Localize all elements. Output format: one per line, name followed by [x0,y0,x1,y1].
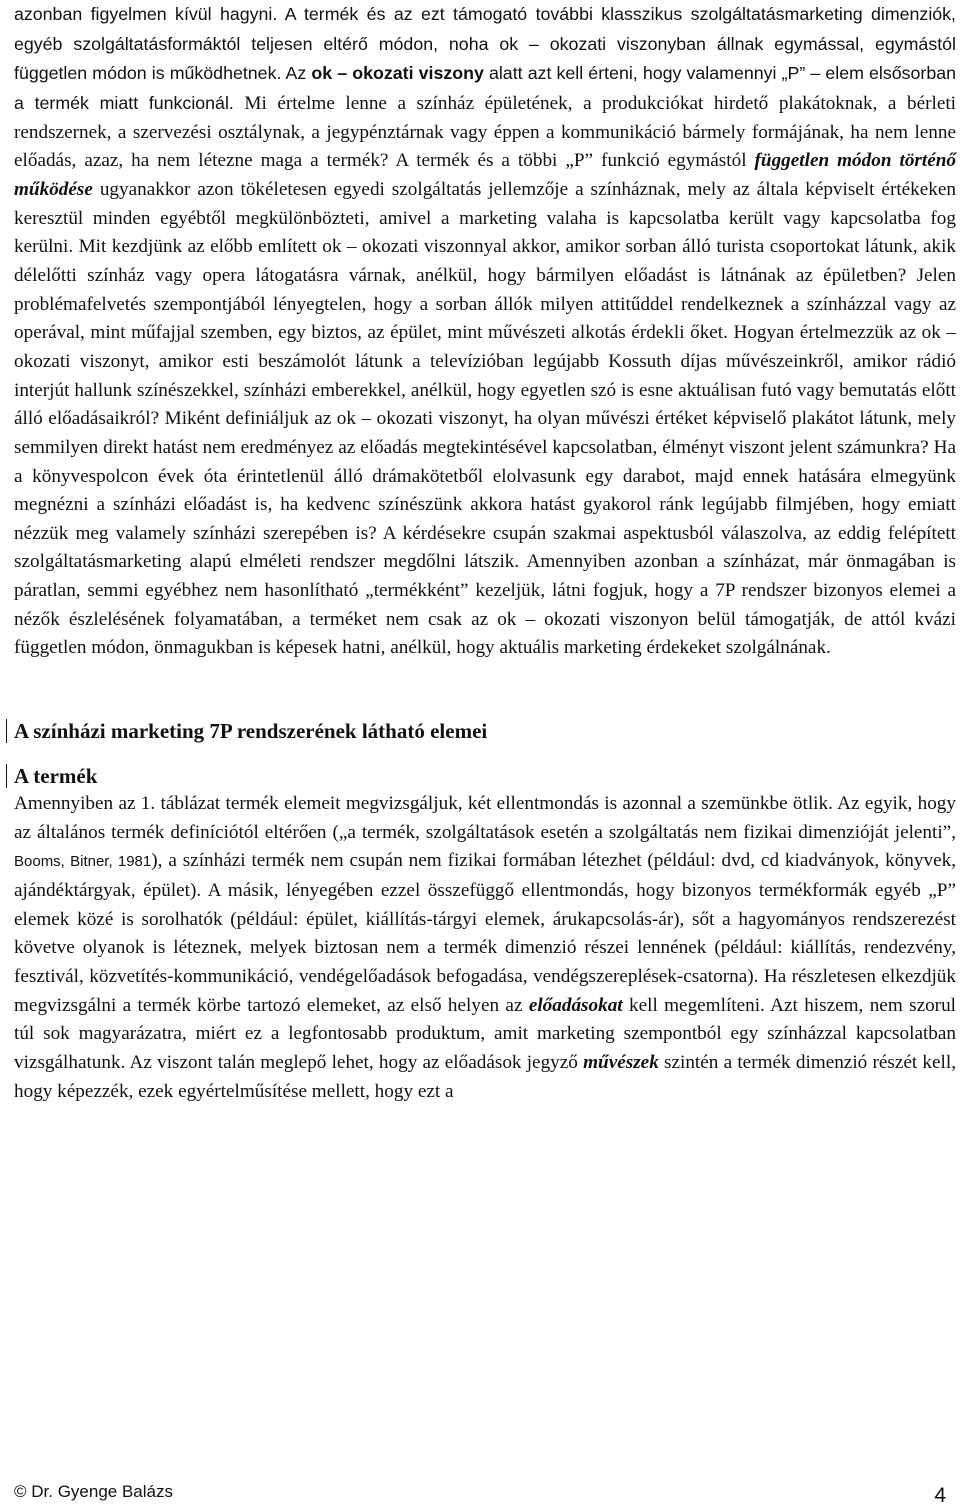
text-run: ), a színházi termék nem csupán nem fizikai formában létezhet (például: dvd, cd kiadványok, könyvek, ajándéktárgyak, épület). A másik, lényegében ezzel összefüggő ellentmondás, hogy bizonyos termékformák egyéb „P” elemek közé is sorolhatók (például: épület, kiállítás-tárgyi elemek, árukapcsolás-ár), sőt a hagyományos rendszerezést követve olyanok is léteznek, melyek biztosan nem a termék dimenzió részei lennének (például: kiállítás, rendezvény, fesztivál, közvetítés-kommunikáció, vendégelőadások befogadása, vendégszereplések-csatorna). Ha részletesen elkezdjük megvizsgálni a termék körbe tartozó elemeket, az első helyen az [14,850,956,1016]
text-run: alatt azt kell érteni, hogy valamennyi „P” – elem elsősorban a termék miatt funkcionál. [14,63,957,113]
document-page [14,0,956,1106]
page-footer [14,1482,946,1506]
bold-italic-term: művészek [583,1052,659,1073]
bold-italic-phrase: független módon történő működése [14,150,957,200]
citation: Booms, Bitner, 1981 [14,853,152,871]
footer-author: © Dr. Gyenge Balázs [14,1482,173,1501]
subsection-heading: A termék [14,762,956,790]
text-run: szintén a termék dimenzió részét kell, hogy képezzék, ezek egyértelműsítése mellett, hogy ezt a [14,1052,957,1102]
text-run: A termék és az ezt támogató további klasszikus szolgáltatásmarketing dimenziók, egyéb szolgáltatásformáktól teljesen eltérő módon, noha ok – okozati viszonyban állnak egymással, egymástól független módon is működhetnek. Az [14,4,956,84]
body-paragraph [14,0,956,663]
body-paragraph [14,790,956,1106]
text-run: ugyanakkor azon tökéletesen egyedi szolgáltatás jellemzője a színháznak, mely az általa képviselt értékeken keresztül minden egyébtől megkülönbözteti, amivel a marketing valaha is kapcsolatba került vagy kapcsolatba fog kerülni. Mit kezdjünk az előbb említett ok – okozati viszonnyal akkor, amikor sorban álló turista csoportokat látunk, akik délelőtti színház vagy opera látogatásra várnak, anélkül, hogy bármilyen előadást is látnának az épületben? Jelen problémafelvetés szempontjából lényegtelen, hogy a sorban állók milyen attitűddel rendelkeznek a színházzal vagy az operával, mint műfajjal szemben, egy biztos, az épület, mint művészeti alkotás érdekli őket. Hogyan értelmezzük az ok – okozati viszonyt, amikor esti beszámolót látunk a televízióban legújabb Kossuth díjas művészeinkről, amikor rádió interjút hallunk színészekkel, színházi emberekkel, anélkül, hogy egyetlen szó is esne aktuálisan futó vagy bemutatás előtt álló előadásaikról? Miként definiáljuk az ok – okozati viszonyt, ha olyan művészi értéket képviselő plakátot látunk, mely semmilyen direkt hatást nem eredményez az előadás megtekintésével kapcsolatban, élményt viszont jelent számunkra? Ha a könyvespolcon évek óta érintetlenül álló drámakötetből elolvasunk egy darabot, majd ennek hatására elmegyünk megnézni a színházi előadást is, ha kedvenc színészünk akkora hatást gyakorol ránk legújabb filmjében, hogy emiatt nézzük meg valamely színházi szerepében is? A kérdésekre csupán szakmai aspektusból válaszolva, az eddig felépített szolgáltatásmarketing alapú elméleti rendszer megdőlni látszik. Amennyiben azonban a színházat, már önmagában is páratlan, semmi egyébhez nem hasonlítható „termékként” kezeljük, látni fogjuk, hogy a 7P rendszer bizonyos elemei a nézők észlelésének folyamatában, a terméket nem csak az ok – okozati viszonyon belül támogatják, de attól kvázi független módon, önmagukban is képesek hatni, anélkül, hogy aktuális marketing érdekeket szolgálnának. [14,178,956,659]
page-number: 4 [934,1484,946,1507]
bold-term: ok – okozati viszony [311,63,484,84]
text-run: Mi értelme lenne a színház épületének, a produkciókat hirdető plakátoknak, a bérleti rendszernek, a szervezési osztálynak, a jegypénztárnak vagy éppen a kommunikáció bármely formájának, ha nem lenne előadás, azaz, ha nem létezne maga a termék? [14,92,956,172]
text-run: A termék és a többi „P” funkció egymástól [388,150,755,172]
section-heading: A színházi marketing 7P rendszerének látható elemei [14,717,956,745]
bold-italic-term: előadásokat [528,994,623,1016]
text-run: kell megemlíteni. Azt hiszem, nem szorul túl sok magyarázatra, miért ez a legfontosabb produktum, amit marketing szempontból egy színházzal kapcsolatban vizsgálhatunk. Az viszont talán meglepő lehet, hogy az előadások jegyző [14,994,956,1073]
text-run: azonban figyelmen kívül hagyni. [14,4,285,24]
text-run: Az egyik, hogy az általános termék definíciótól eltérően („a termék, szolgáltatások esetén a szolgáltatás nem fizikai dimenzióját jelenti”, [14,793,956,843]
text-run: Amennyiben az 1. táblázat termék elemeit megvizsgáljuk, két ellentmondás is azonnal a szemünkbe ötlik. [14,793,833,815]
